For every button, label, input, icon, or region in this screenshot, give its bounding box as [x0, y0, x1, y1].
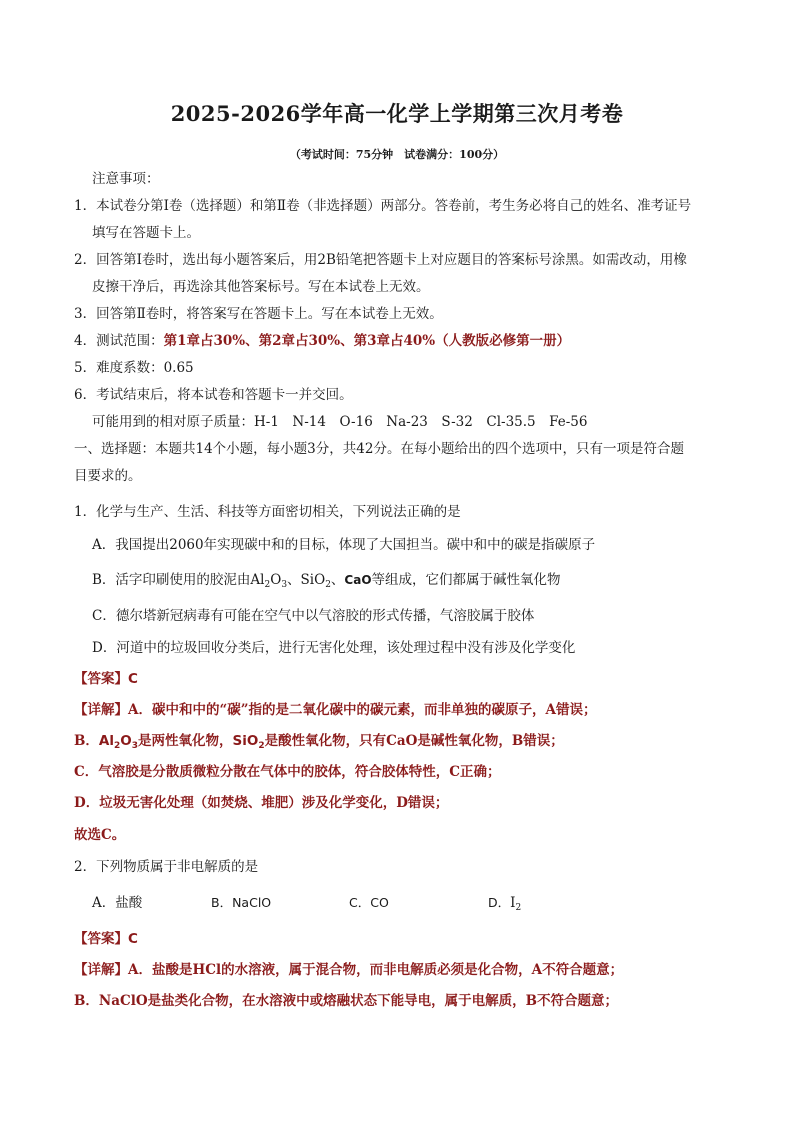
question-1-detail-b: B．$Al_2O_3$是两性氧化物，SiO$_2$是酸性氧化物，只有CaO是碱性氧化物，B错误；: [74, 733, 564, 751]
question-2-option-d: D．$I_2$: [488, 895, 522, 913]
note-4-label: 4．测试范围：: [74, 333, 164, 349]
note-1: 1．本试卷分第Ⅰ卷（选择题）和第Ⅱ卷（非选择题）两部分。答卷前，考生务必将自己的姓名、准考证号: [74, 198, 692, 214]
test-range: 第1章占30%、第2章占30%、第3章占40%（人教版必修第一册）: [163, 333, 571, 349]
formula-sio2: SiO$_2$: [232, 733, 265, 751]
question-2-option-b: B．NaClO: [211, 895, 272, 910]
question-1-option-c: C．德尔塔新冠病毒有可能在空气中以气溶胶的形式传播，气溶胶属于胶体: [92, 608, 535, 624]
formula-al2o3: $Al_2O_3$: [98, 733, 139, 751]
formula-al2o3: $Al_2O_3$: [250, 572, 288, 590]
question-1-detail-d: D．垃圾无害化处理（如焚烧、堆肥）涉及化学变化，D错误；: [74, 795, 449, 811]
question-2-option-c: C．CO: [349, 895, 389, 910]
question-2-detail-a: 【详解】A．盐酸是HCl的水溶液，属于混合物，而非电解质必须是化合物，A不符合题意；: [74, 962, 624, 978]
question-2-option-a: A．盐酸: [92, 895, 143, 911]
answer-value: C: [128, 931, 138, 947]
question-2-stem: 2．下列物质属于非电解质的是: [74, 859, 259, 875]
question-2-answer: [74, 930, 138, 948]
note-1-cont: 填写在答题卡上。: [92, 225, 200, 241]
section-1-heading-cont: 目要求的。: [74, 468, 142, 484]
detail-label: 【详解】: [74, 702, 128, 718]
note-6: 6．考试结束后，将本试卷和答题卡一并交回。: [74, 387, 353, 403]
question-1-detail-c: C．气溶胶是分散质微粒分散在气体中的胶体，符合胶体特性，C正确；: [74, 764, 501, 780]
question-2-detail-b: B．NaClO是盐类化合物，在水溶液中或熔融状态下能导电，属于电解质，B不符合题意；: [74, 993, 619, 1009]
note-5: 5．难度系数：0.65: [74, 360, 194, 376]
question-1-answer: [74, 670, 138, 688]
note-3: 3．回答第Ⅱ卷时，将答案写在答题卡上。写在本试卷上无效。: [74, 306, 443, 322]
answer-value: C: [128, 671, 138, 687]
exam-info: （考试时间：75分钟 试卷满分：100分）: [289, 148, 505, 161]
question-1-option-b: B．活字印刷使用的胶泥由$Al_2O_3$、SiO$_2$、CaO等组成，它们都属于碱性氧化物: [92, 572, 561, 590]
note-4: [74, 332, 570, 350]
formula-i2: $I_2$: [510, 895, 522, 913]
question-1-stem: 1．化学与生产、生活、科技等方面密切相关，下列说法正确的是: [74, 504, 461, 520]
answer-label: 【答案】: [74, 671, 128, 687]
note-2-cont: 皮擦干净后，再选涂其他答案标号。写在本试卷上无效。: [92, 279, 430, 295]
formula-sio2: SiO$_2$: [300, 572, 331, 590]
section-1-heading: 一、选择题：本题共14个小题，每小题3分，共42分。在每小题给出的四个选项中，只有一项是符合题: [74, 441, 684, 457]
answer-label: 【答案】: [74, 931, 128, 947]
detail-label: 【详解】: [74, 962, 128, 978]
page-title: 2025-2026学年高一化学上学期第三次月考卷: [170, 101, 624, 126]
question-1-option-a: A．我国提出2060年实现碳中和的目标，体现了大国担当。碳中和中的碳是指碳原子: [92, 537, 596, 553]
formula-cao: CaO: [344, 573, 372, 587]
atomic-masses: 可能用到的相对原子质量：H-1 N-14 O-16 Na-23 S-32 Cl-35.5 Fe-56: [92, 414, 588, 430]
question-1-option-d: D．河道中的垃圾回收分类后，进行无害化处理，该处理过程中没有涉及化学变化: [92, 640, 576, 656]
notes-heading: 注意事项：: [92, 171, 160, 187]
question-1-conclusion: 故选C。: [74, 827, 126, 843]
note-2: 2．回答第Ⅰ卷时，选出每小题答案后，用2B铅笔把答题卡上对应题目的答案标号涂黑。如需改动，用橡: [74, 252, 687, 268]
question-1-detail-a: 【详解】A．碳中和中的“碳”指的是二氧化碳中的碳元素，而非单独的碳原子，A错误；: [74, 702, 597, 718]
